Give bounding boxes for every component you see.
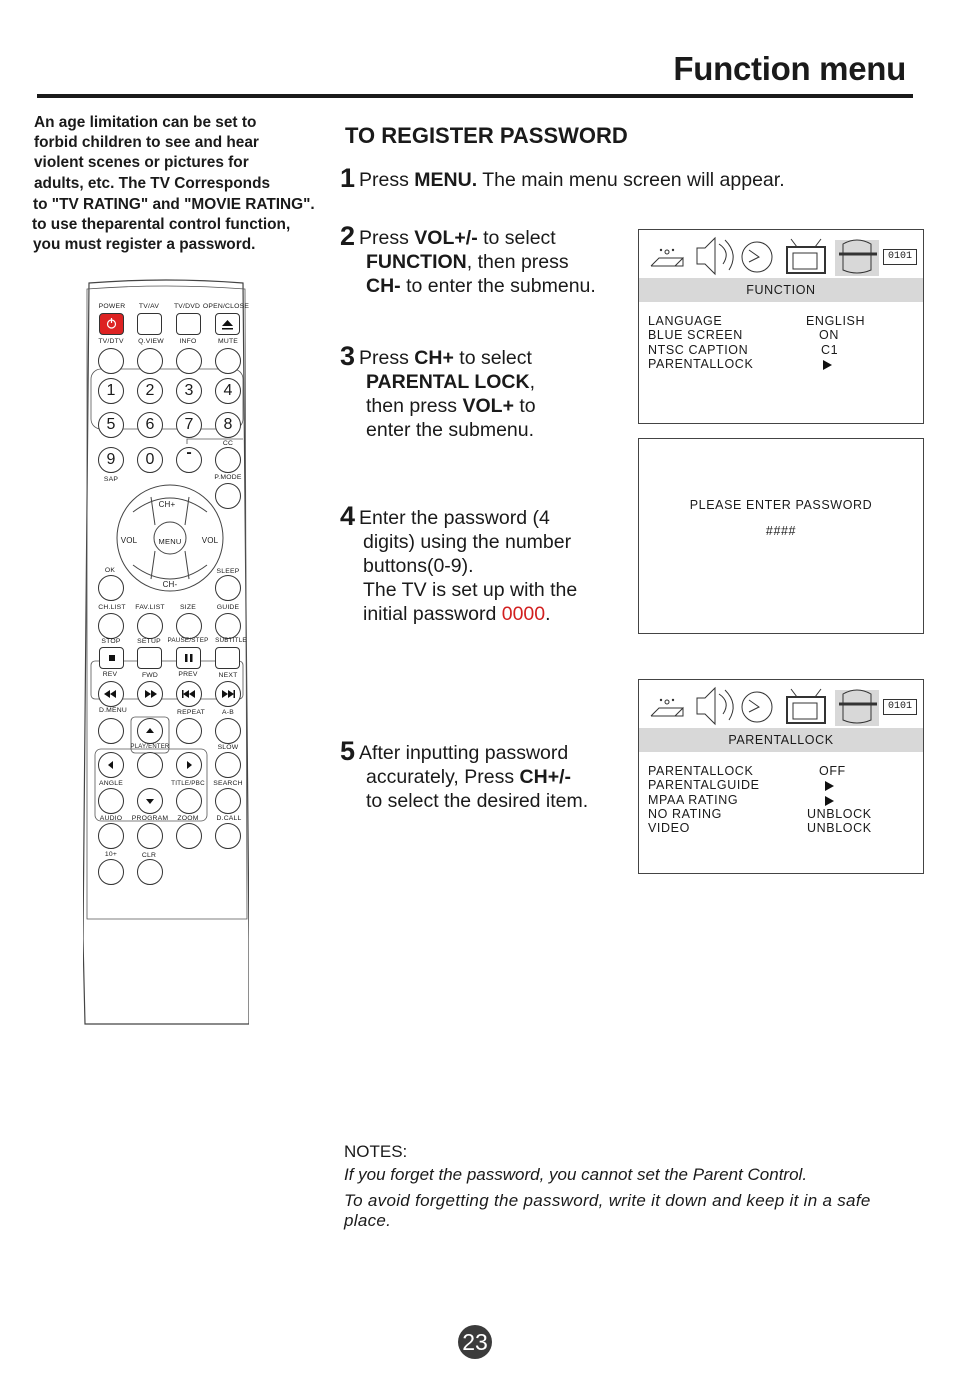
digit-8-button[interactable]: 8 xyxy=(215,412,241,438)
digit-3-button[interactable]: 3 xyxy=(176,378,202,404)
remote-label: CLR xyxy=(141,852,157,859)
eject-icon xyxy=(216,314,239,334)
q-view-button[interactable] xyxy=(137,348,163,374)
digit-2-button[interactable]: 2 xyxy=(137,378,163,404)
remote-label: A-B xyxy=(222,709,234,716)
remote-label: ZOOM xyxy=(177,815,199,822)
row-value: ENGLISH xyxy=(806,314,866,328)
guide-button[interactable] xyxy=(215,613,241,639)
menu-row-no-rating xyxy=(648,807,923,821)
clr-button[interactable] xyxy=(137,859,163,885)
menu-row-parental-guide xyxy=(648,778,923,792)
step-5 xyxy=(340,736,640,813)
step-number: 3 xyxy=(340,341,356,371)
item-function: FUNCTION xyxy=(366,251,467,273)
note-line-1: If you forget the password, you cannot set the Parent Control. xyxy=(344,1165,808,1184)
play-enter-button[interactable] xyxy=(137,752,163,778)
remote-label: POWER xyxy=(98,303,126,310)
cc-button[interactable] xyxy=(215,447,241,473)
step-text: , then press xyxy=(466,251,569,273)
row-label: BLUE SCREEN xyxy=(648,328,743,343)
a-b-button[interactable] xyxy=(215,718,241,744)
p-mode-button[interactable] xyxy=(215,483,241,509)
step-text: Enter the password (4 xyxy=(359,507,550,529)
notes-label: NOTES: xyxy=(344,1142,408,1161)
right-arrow-icon xyxy=(177,753,201,777)
menu-button[interactable]: MENU xyxy=(158,537,182,546)
remote-label: SAP xyxy=(103,476,119,483)
remote-label: PREV xyxy=(178,671,198,678)
remote-label: SLEEP xyxy=(216,568,240,575)
ch-list-button[interactable] xyxy=(98,613,124,639)
remote-label: SEARCH xyxy=(213,780,243,787)
key-vol: VOL+/- xyxy=(414,227,478,249)
digit-4-button[interactable]: 4 xyxy=(215,378,241,404)
remote-label: TV/DTV xyxy=(98,338,124,345)
skip-forward-icon xyxy=(216,682,240,706)
up-arrow-icon xyxy=(138,719,162,743)
step-text: The TV is set up with the xyxy=(363,579,578,601)
row-value: OFF xyxy=(819,764,846,778)
remote-control xyxy=(83,279,249,1027)
step-text: to enter the submenu. xyxy=(400,275,596,297)
key-ch-minus: CH- xyxy=(366,275,401,297)
pause-step-button[interactable] xyxy=(176,647,201,669)
menu-row-parental-lock xyxy=(648,357,923,371)
remote-label: INFO xyxy=(179,338,197,345)
intro-line-5: to "TV RATING" and "MOVIE RATING". xyxy=(33,196,315,213)
osd-menu-title: PARENTALLOCK xyxy=(639,728,923,752)
tv-dvd-button[interactable] xyxy=(176,313,201,335)
step-text: initial password xyxy=(363,603,502,625)
submenu-arrow-icon xyxy=(823,360,832,370)
osd-channel-code: 0101 xyxy=(883,249,917,265)
row-label: PARENTALGUIDE xyxy=(648,778,760,793)
sound-icon xyxy=(697,238,733,274)
remote-label: CH.LIST xyxy=(98,604,126,611)
remote-label: TITLE/PBC xyxy=(171,780,205,787)
key-vol-plus: VOL+ xyxy=(462,395,514,417)
remote-label: SUBTITLE xyxy=(215,637,247,644)
osd-password-screen xyxy=(638,438,924,634)
remote-label: PLAY/ENTER xyxy=(130,744,170,750)
up-button[interactable] xyxy=(137,718,163,744)
menu-row-video xyxy=(648,821,923,835)
step-text: Press xyxy=(359,227,415,249)
rewind-icon xyxy=(99,682,123,706)
digit-1-button[interactable]: 1 xyxy=(98,378,124,404)
intro-line-7: you must register a password. xyxy=(33,236,256,253)
down-button[interactable] xyxy=(137,788,163,814)
pause-icon xyxy=(177,648,200,668)
picture-icon xyxy=(651,699,683,716)
remote-label: P.MODE xyxy=(214,474,242,481)
remote-label: D.MENU xyxy=(98,707,127,714)
fav-list-button[interactable] xyxy=(137,613,163,639)
row-value: UNBLOCK xyxy=(807,821,872,836)
digit-0-button[interactable]: 0 xyxy=(137,447,163,473)
picture-icon xyxy=(651,249,683,266)
step-number: 5 xyxy=(340,736,356,766)
mute-button[interactable] xyxy=(215,348,241,374)
ok-button[interactable] xyxy=(98,575,124,601)
step-text: Press xyxy=(359,347,415,369)
step-number: 2 xyxy=(340,221,356,251)
row-label: MPAA RATING xyxy=(648,792,739,807)
remote-label: STOP xyxy=(101,638,121,645)
fast-forward-icon xyxy=(138,682,162,706)
remote-label: SLOW xyxy=(217,744,239,751)
rev-button[interactable] xyxy=(98,681,124,707)
remote-label: OPEN/CLOSE xyxy=(202,303,250,310)
sound-icon xyxy=(697,688,733,724)
title-divider xyxy=(37,94,913,98)
info-button[interactable] xyxy=(176,348,202,374)
osd-menu-rows xyxy=(639,752,923,835)
step-text: then press xyxy=(366,395,463,417)
item-parental-lock: PARENTAL LOCK xyxy=(366,371,530,393)
step-text: to select the desired item. xyxy=(366,790,589,812)
down-arrow-icon xyxy=(138,789,162,813)
page-title: Function menu xyxy=(673,50,906,87)
power-button[interactable] xyxy=(99,313,124,335)
submenu-arrow-icon xyxy=(825,796,834,806)
row-label: PARENTALLOCK xyxy=(648,764,754,778)
section-heading: TO REGISTER PASSWORD xyxy=(345,123,628,148)
initial-password: 0000 xyxy=(501,603,546,625)
remote-label: FAV.LIST xyxy=(135,604,165,611)
zoom-button[interactable] xyxy=(176,823,202,849)
intro-line-1: An age limitation can be set to xyxy=(34,114,257,131)
intro-line-2: forbid children to see and hear xyxy=(34,134,259,151)
remote-label: CC xyxy=(222,440,234,447)
subtitle-button[interactable] xyxy=(215,647,240,669)
remote-label: D.CALL xyxy=(216,815,242,822)
d-menu-button[interactable] xyxy=(98,718,124,744)
osd-channel-code: 0101 xyxy=(883,699,917,715)
ten-plus-button[interactable] xyxy=(98,859,124,885)
submenu-arrow-icon xyxy=(825,781,834,791)
remote-label: CH+ xyxy=(158,500,176,509)
tv-dtv-button[interactable] xyxy=(98,348,124,374)
remote-label: OK xyxy=(104,567,116,574)
tv-icon xyxy=(787,239,825,273)
sleep-button[interactable] xyxy=(215,575,241,601)
menu-row-ntsc-caption xyxy=(648,343,923,357)
menu-row-mpaa-rating xyxy=(648,793,923,807)
next-button[interactable] xyxy=(215,681,241,707)
note-line-2: To avoid forgetting the password, write it down and keep it in a safe place. xyxy=(344,1191,871,1230)
step-1 xyxy=(340,163,785,193)
title-pbc-button[interactable] xyxy=(176,788,202,814)
remote-label: REPEAT xyxy=(177,709,205,716)
search-button[interactable] xyxy=(215,788,241,814)
slow-button[interactable] xyxy=(215,752,241,778)
remote-label: SETUP xyxy=(137,638,161,645)
step-text: to xyxy=(513,395,536,417)
row-value: ON xyxy=(819,328,839,343)
row-label: VIDEO xyxy=(648,821,690,836)
row-label: NO RATING xyxy=(648,806,722,821)
angle-button[interactable] xyxy=(98,788,124,814)
step-text: . xyxy=(545,603,551,625)
step-text: to select xyxy=(477,227,556,249)
step-text: enter the submenu. xyxy=(366,419,535,441)
open-close-button[interactable] xyxy=(215,313,240,335)
key-menu: MENU. xyxy=(414,169,478,191)
remote-label: Q.VIEW xyxy=(138,338,164,345)
dash-button[interactable]: - xyxy=(176,447,202,473)
menu-row-language xyxy=(648,314,923,328)
row-label: LANGUAGE xyxy=(648,314,723,328)
tv-av-button[interactable] xyxy=(137,313,162,335)
osd-menu-title: FUNCTION xyxy=(639,278,923,302)
remote-label: TV/DVD xyxy=(173,303,201,310)
remote-label: ANGLE xyxy=(98,780,124,787)
intro-line-3: violent scenes or pictures for xyxy=(34,154,249,171)
step-text: to select xyxy=(453,347,532,369)
right-button[interactable] xyxy=(176,752,202,778)
remote-label: REV xyxy=(102,671,118,678)
left-arrow-icon xyxy=(99,753,123,777)
digit-7-button[interactable]: 7 xyxy=(176,412,202,438)
remote-label: GUIDE xyxy=(216,604,240,611)
skip-back-icon xyxy=(177,682,201,706)
password-prompt: PLEASE ENTER PASSWORD xyxy=(689,498,873,512)
key-ch-plus: CH+ xyxy=(414,347,454,369)
repeat-button[interactable] xyxy=(176,718,202,744)
step-number: 4 xyxy=(340,501,356,531)
digit-5-button[interactable]: 5 xyxy=(98,412,124,438)
osd-function-screen xyxy=(638,229,924,424)
intro-line-6: to use theparental control function, xyxy=(32,216,291,233)
osd-menu-rows xyxy=(639,302,923,371)
power-icon xyxy=(100,314,123,334)
program-button[interactable] xyxy=(137,823,163,849)
d-call-button[interactable] xyxy=(215,823,241,849)
remote-label: SIZE xyxy=(180,604,196,611)
remote-label: PROGRAM xyxy=(131,815,169,822)
tv-icon xyxy=(787,689,825,723)
step-number: 1 xyxy=(340,163,356,193)
digit-6-button[interactable]: 6 xyxy=(137,412,163,438)
remote-label: FWD xyxy=(141,672,159,679)
clock-icon xyxy=(742,242,772,272)
intro-line-4: adults, etc. The TV Corresponds xyxy=(34,175,271,192)
stop-icon xyxy=(100,648,123,668)
password-input: #### xyxy=(765,524,797,538)
osd-parental-lock-screen xyxy=(638,679,924,874)
step-text: digits) using the number xyxy=(363,531,572,553)
row-label: NTSC CAPTION xyxy=(648,342,749,357)
row-value: C1 xyxy=(821,342,839,357)
digit-9-button[interactable]: 9 xyxy=(98,447,124,473)
step-4 xyxy=(340,501,635,626)
size-button[interactable] xyxy=(176,613,202,639)
remote-label: VOL xyxy=(120,536,138,545)
setup-button[interactable] xyxy=(137,647,162,669)
stop-button[interactable] xyxy=(99,647,124,669)
fwd-button[interactable] xyxy=(137,681,163,707)
step-3 xyxy=(340,341,630,442)
remote-label: AUDIO xyxy=(99,815,123,822)
page-number: 23 xyxy=(458,1325,492,1359)
remote-label: NEXT xyxy=(218,672,238,679)
menu-row-parental-lock xyxy=(648,764,923,778)
remote-label: 10+ xyxy=(104,851,118,858)
prev-button[interactable] xyxy=(176,681,202,707)
osd-menu-icons xyxy=(639,680,884,728)
osd-menu-icons xyxy=(639,230,884,278)
clock-icon xyxy=(742,692,772,722)
step-text: Press xyxy=(359,169,415,191)
step-text: accurately, Press xyxy=(366,766,520,788)
osd-icon-row xyxy=(639,230,923,278)
key-ch-plus-minus: CH+/- xyxy=(519,766,571,788)
step-text: buttons(0-9). xyxy=(363,555,474,577)
row-label: PARENTALLOCK xyxy=(648,356,754,371)
menu-row-blue-screen xyxy=(648,328,923,342)
remote-label: PAUSE/STEP xyxy=(167,637,209,644)
audio-button[interactable] xyxy=(98,823,124,849)
step-2 xyxy=(340,221,640,298)
step-text: After inputting password xyxy=(359,742,569,764)
left-button[interactable] xyxy=(98,752,124,778)
row-value: UNBLOCK xyxy=(807,806,872,821)
remote-label: TV/AV xyxy=(138,303,160,310)
remote-label: CH- xyxy=(162,580,178,589)
step-text: The main menu screen will appear. xyxy=(477,169,785,191)
remote-label: VOL xyxy=(201,536,219,545)
step-text: , xyxy=(529,371,536,393)
osd-icon-row xyxy=(639,680,923,728)
remote-label: MUTE xyxy=(217,338,239,345)
